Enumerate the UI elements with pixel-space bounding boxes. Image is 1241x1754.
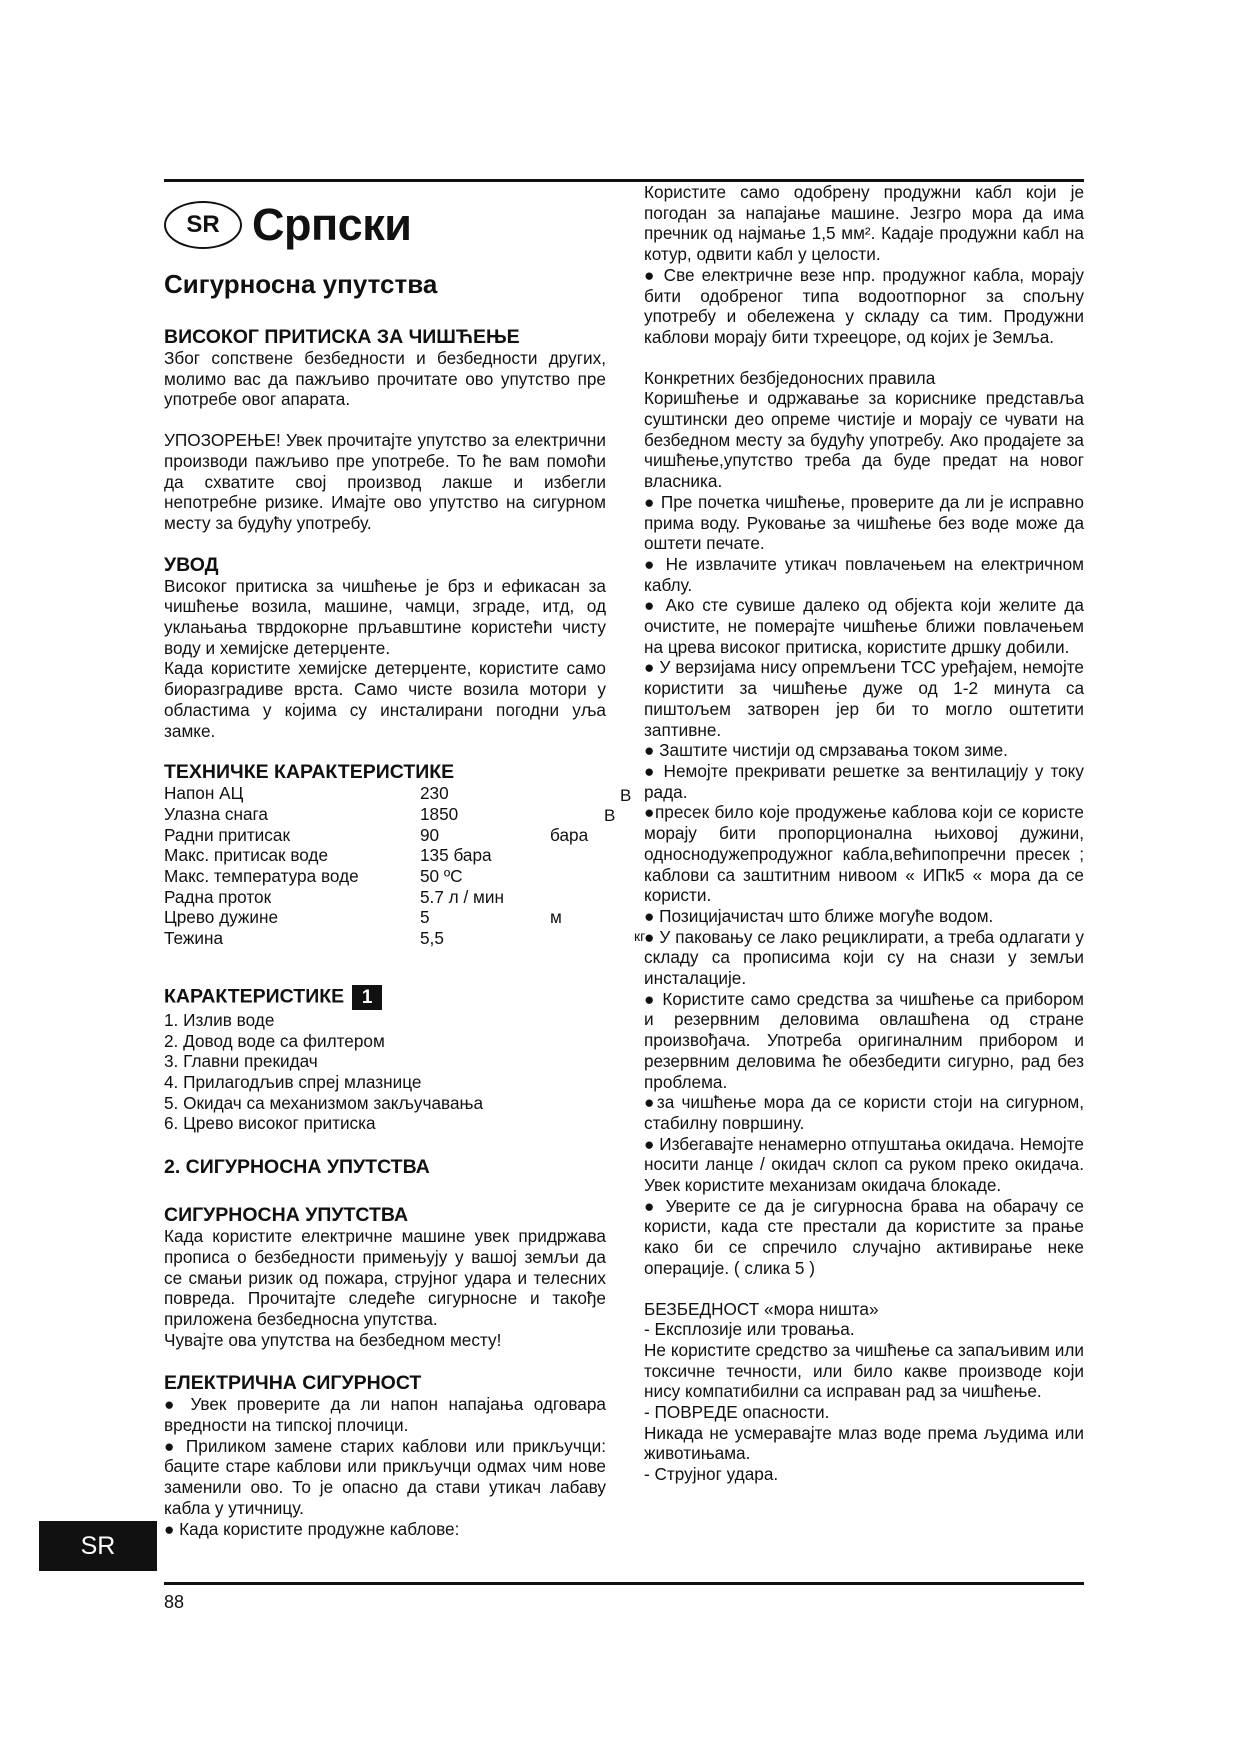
paragraph: Чувајте ова упутства на безбедном месту!	[164, 1329, 502, 1350]
feature-item: 1. Излив воде	[164, 1009, 275, 1030]
bullet-item: ● Заштите чистији од смрзавања током зиме.	[644, 740, 1008, 761]
bullet-item: ● Увек проверите да ли напон напајања одговара вредности на типској плочици.	[164, 1394, 606, 1436]
spec-name: Тежина	[164, 928, 224, 949]
spec-name: Радни притисак	[164, 824, 290, 845]
language-side-tab: SR	[39, 1521, 157, 1571]
section-title-cleaner: ВИСОКОГ ПРИТИСКА ЗА ЧИШЋЕЊЕ	[164, 326, 520, 348]
spec-unit	[550, 866, 606, 887]
paragraph: Користите само одобрену продужни кабл који је погодан за напајање машине. Језгро мора да има пречник од најмање 1,5 мм². Кадаје продужни кабл на котур, одвити кабл у целости.	[644, 182, 1084, 265]
bullet-item: ● Не извлачите утикач повлачењем на електричном каблу.	[644, 553, 1084, 595]
bullet-item: ● Ако сте сувише далеко од објекта који желите да очистите, не померајте чишћење ближи повлачењем на црева високог притиска, користите дршку добили.	[644, 595, 1084, 657]
specs-table	[164, 783, 606, 949]
language-code-badge: SR	[164, 201, 242, 249]
section-title-safety-numbered: 2. СИГУРНОСНА УПУТСТВА	[164, 1156, 430, 1179]
paragraph: Високог притиска за чишћење је брз и ефикасан за чишћење возила, машине, чамци, зграде, итд, од уклањања тврдокорне прљавштине користећи чисту воду и хемијске детерџенте.	[164, 575, 606, 658]
spec-row	[164, 804, 606, 825]
spec-unit	[550, 783, 606, 804]
spec-value: 135 бара	[420, 845, 492, 866]
spec-unit: бара	[550, 824, 589, 845]
feature-item: 6. Црево високог притиска	[164, 1113, 376, 1134]
document-title: Сигурносна упутства	[164, 269, 438, 299]
feature-item: 3. Главни прекидач	[164, 1051, 318, 1072]
paragraph: Због сопствене безбедности и безбедности других, молимо вас да пажљиво прочитате ово упутство пре употребе овог апарата.	[164, 348, 606, 410]
bullet-item: ● Све електричне везе нпр. продужног кабла, морају бити одобреног типа водоотпорног за спољну употребу и обележена у складу са тим. Продужни каблови морају бити тхреецоре, од којих је Земља.	[644, 264, 1084, 347]
bullet-item: ●пресек било које продужење каблова који се користе морају бити пропорционална њиховој дужини, односнодужепродужног кабла,већипопречни пресек ; каблови са заштитним нивоом « ИПк5 « мора да се користи.	[644, 802, 1084, 906]
section-title-electrical: ЕЛЕКТРИЧНА СИГУРНОСТ	[164, 1372, 422, 1395]
language-name: Српски	[252, 198, 412, 250]
stray-unit-volts-2: В	[604, 806, 616, 825]
feature-item: 4. Прилагодљив спреј млазнице	[164, 1071, 422, 1092]
warning-paragraph: УПОЗОРЕЊЕ! Увек прочитајте упутство за електрични производи пажљиво пре употребе. То ће вам помоћи да схватите свој производ лакше и избегли непотребне ризике. Имајте ово упутство на сигурном месту за будућу употребу.	[164, 430, 606, 533]
paragraph: - Струјног удара.	[644, 1464, 779, 1485]
paragraph: Када користите хемијске детерџенте, користите само биоразградиве врста. Само чисте возила мотори у областима у којима су инсталирани погодни уља замке.	[164, 658, 606, 741]
bullet-item: ● Избегавајте ненамерно отпуштања окидача. Немојте носити ланце / окидач склоп са руком преко окидача. Увек користите механизам окидача блокаде.	[644, 1133, 1084, 1196]
bullet-item: ●за чишћење мора да се користи стоји на сигурном, стабилну површину.	[644, 1092, 1084, 1133]
spec-row	[164, 907, 606, 928]
features-title: КАРАКТЕРИСТИКЕ	[164, 985, 345, 1008]
bullet-item: ● Позицијачистач што ближе могуће водом.	[644, 905, 994, 926]
bullet-item: ● Приликом замене старих каблови или прикључци: баците старе каблови или прикључци одмах чим нове заменили ово. То је опасно да стави утикач лабаву кабла у утичницу.	[164, 1435, 606, 1518]
spec-value: 5.7 л / мин	[420, 886, 504, 907]
bullet-item: ● Немојте прекривати решетке за вентилацију у току рада.	[644, 760, 1084, 802]
section-title-safety: СИГУРНОСНА УПУТСТВА	[164, 1204, 409, 1227]
spec-unit	[550, 928, 606, 949]
bullet-item: ● У верзијама нису опремљени ТСС уређајем, немојте користити за чишћење дуже од 1-2 минута са пиштољем затворен јер би то могло оштетити заптивне.	[644, 657, 1084, 740]
language-header	[164, 184, 606, 266]
spec-value: 5,5	[420, 928, 444, 949]
spec-name: Макс. температура воде	[164, 866, 359, 887]
feature-item: 5. Окидач са механизмом закључавања	[164, 1092, 484, 1113]
page-number: 88	[164, 1592, 185, 1612]
stray-unit-volts: В	[620, 786, 632, 805]
paragraph: Када користите електричне машине увек придржава прописа о безбедности примењују у вашој земљи да се смањи ризик од пожара, струјног удара и телесних повреда. Прочитајте следеће сигурносне и такође приложена безбедносна упутства.	[164, 1226, 606, 1329]
spec-value: 1850	[420, 803, 459, 824]
spec-row	[164, 825, 606, 846]
features-list	[164, 1010, 606, 1134]
paragraph: Не користите средство за чишћење са запаљивим или токсичне течности, или било какве производе који нису компатибилни са исправан рад за чишћење.	[644, 1339, 1084, 1402]
section-title-intro: УВОД	[164, 553, 219, 576]
spec-unit: м	[550, 907, 562, 928]
spec-name: Радна проток	[164, 886, 272, 907]
right-column	[644, 182, 1084, 1485]
spec-row	[164, 866, 606, 887]
subheading: Конкретних безбједоносних правила	[644, 367, 936, 388]
subheading: БЕЗБЕДНОСТ «мора ништа»	[644, 1298, 879, 1319]
spec-value: 230	[420, 783, 449, 804]
spec-value: 90	[420, 824, 440, 845]
left-column	[164, 182, 606, 1539]
bullet-item: ● У паковању се лако рециклирати, а треба одлагати у складу са прописима који су на снази у земљи инсталације.	[644, 926, 1084, 989]
bullet-item: ● Пре почетка чишћење, проверите да ли је исправно прима воду. Руковање за чишћење без воде може да оштети печате.	[644, 491, 1084, 554]
spec-row	[164, 928, 606, 949]
spec-unit	[550, 804, 606, 825]
figure-number-badge: 1	[352, 985, 382, 1010]
bullet-item: ● Уверите се да је сигурносна брава на обарачу се користи, када сте престали да користите за прање како би се спречило случајно активирање неке операције. ( слика 5 )	[644, 1195, 1084, 1278]
spec-value: 5	[420, 907, 430, 928]
stray-unit-kg: кг	[634, 928, 646, 944]
section-title-specs: ТЕХНИЧКЕ КАРАКТЕРИСТИКЕ	[164, 761, 455, 784]
spec-row	[164, 845, 606, 866]
paragraph: Коришћење и одржавање за кориснике представља суштински део опреме чистије и морају се чувати на безбедном месту за будућу употребу. Ако продајете за чишћење,упутство треба да буде предат на новог власника.	[644, 388, 1084, 492]
paragraph: - ПОВРЕДЕ опасности.	[644, 1402, 830, 1423]
bullet-item: ● Када користите продужне каблове:	[164, 1518, 460, 1539]
feature-item: 2. Довод воде са филтером	[164, 1030, 385, 1051]
section-title-features	[164, 985, 606, 1010]
bullet-item: ● Користите само средства за чишћење са прибором и резервним деловима овлашћена од стране произвођача. Употреба оригиналним прибором и резервним деловима ће обезбедити сигурно, рад без проблема.	[644, 988, 1084, 1092]
spec-unit	[550, 887, 606, 908]
bottom-rule	[164, 1582, 1084, 1585]
paragraph: - Експлозије или тровања.	[644, 1319, 855, 1340]
spec-name: Црево дужине	[164, 907, 279, 928]
spec-name: Напон АЦ	[164, 783, 244, 804]
spec-row	[164, 783, 606, 804]
spec-name: Улазна снага	[164, 803, 268, 824]
spec-row	[164, 887, 606, 908]
spec-value: 50 ºC	[420, 866, 463, 887]
spec-name: Макс. притисак воде	[164, 845, 329, 866]
paragraph: Никада не усмеравајте млаз воде према људима или животињама.	[644, 1422, 1084, 1464]
spec-unit	[550, 845, 606, 866]
